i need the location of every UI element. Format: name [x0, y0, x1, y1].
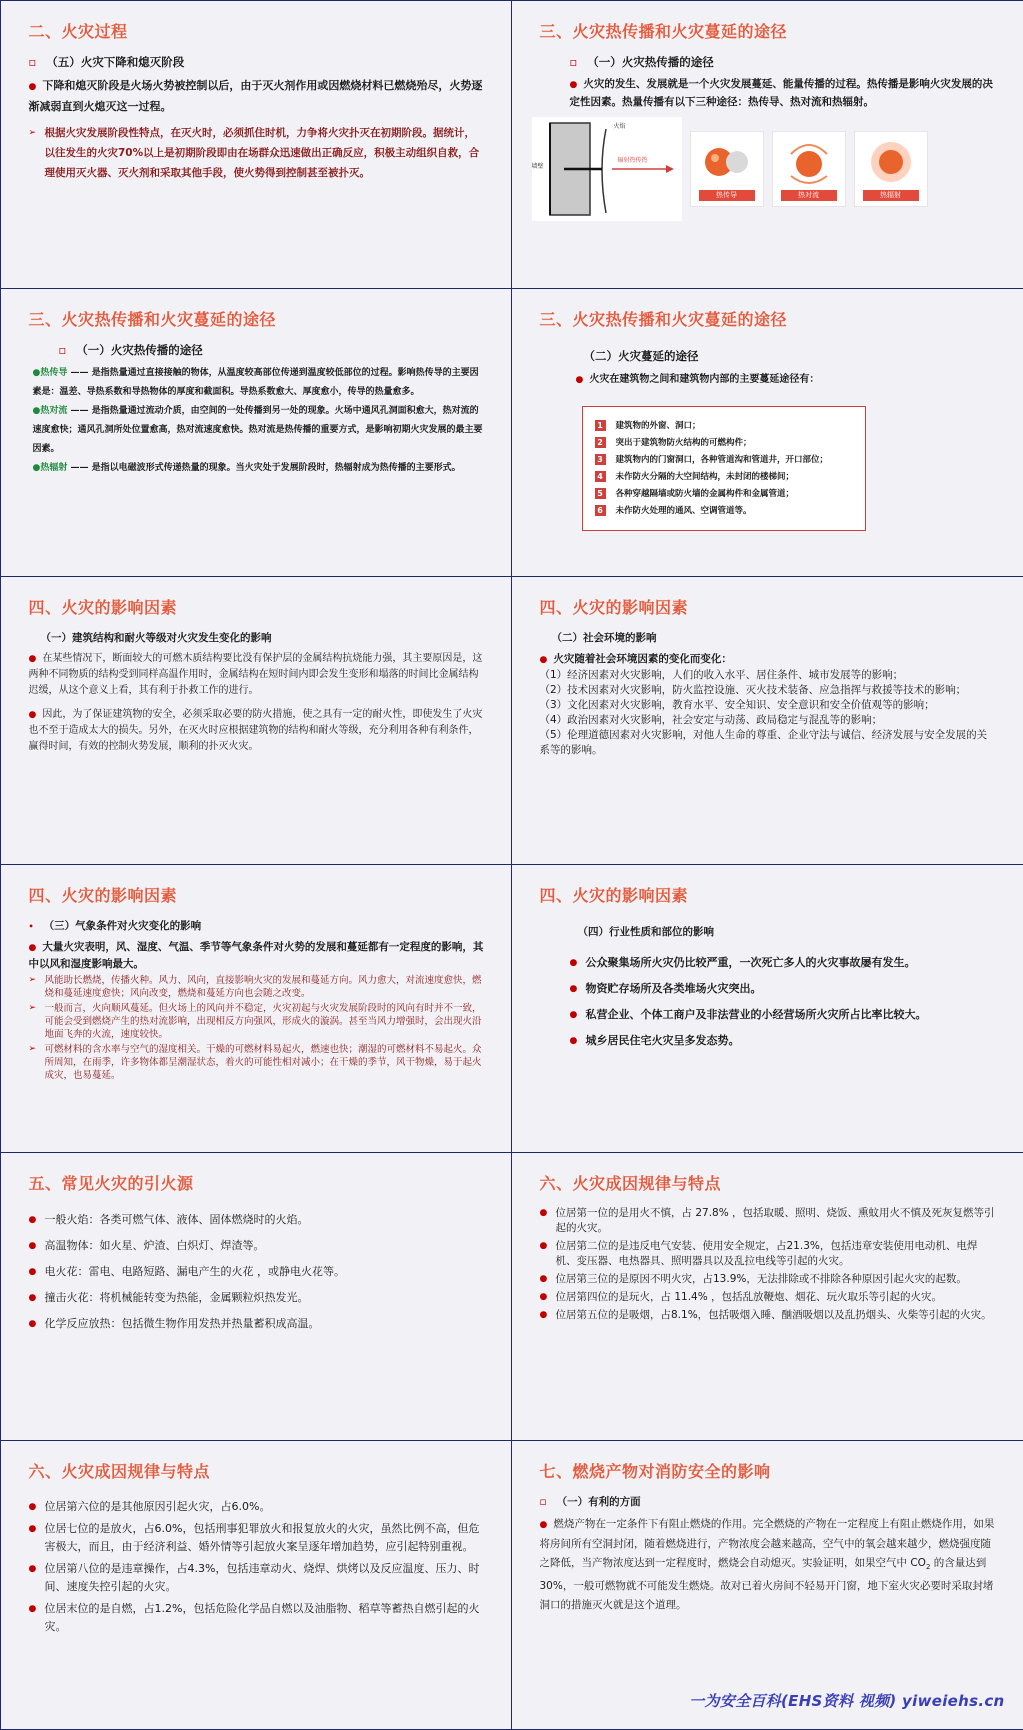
factor-line: （2）技术因素对火灾影响，防火监控设施、灭火技术装备、应急指挥与救援等技术的影响；: [540, 683, 997, 698]
weather-item: ➢ 一般而言，火向顺风蔓延。但火场上的风向并不稳定，火灾初起与火灾发展阶段时的风向有时并不一致，可能会受到燃烧产生的热对流影响，出现相反方向强风，形成火的漩涡。甚至当风力增强时，会出现火沿地面飞奔的火流，速度较快。: [29, 1002, 485, 1041]
subtitle-text: （五）火灾下降和熄灭阶段: [46, 55, 184, 69]
slide-title: 三、火灾热传播和火灾蔓延的途径: [540, 307, 997, 330]
slide-4: [511, 288, 1023, 577]
conduction-icon: [691, 132, 763, 192]
spread-path-row: [595, 488, 853, 500]
square-bullet-icon: ▫: [570, 55, 578, 69]
slide-title: 四、火灾的影响因素: [29, 883, 485, 906]
watermark: 一为安全百科(EHS资料 视频) yiweiehs.cn: [689, 1690, 1004, 1711]
row-number: 1: [595, 420, 606, 431]
slide-subtitle: （二）社会环境的影响: [540, 630, 997, 645]
list-item: ● 公众聚集场所火灾仍比较严重，一次死亡多人的火灾事故屡有发生。: [570, 955, 997, 971]
definition: —— 是指热量通过直接接触的物体，从温度较高部位传递到温度较低部位的过程。影响热传导的主要因素是：温差、导热系数和导热物体的厚度和截面积。导热系数愈大、厚度愈小，传导的热量愈多。: [33, 368, 479, 397]
list-item: ● 撞击火花：将机械能转变为热能，金属颗粒炽热发光。: [29, 1290, 485, 1306]
wall-label: 墙壁: [532, 161, 544, 170]
subtitle-text: （一）有利的方面: [557, 1496, 641, 1508]
slide-subtitle: [29, 918, 485, 933]
definition: —— 是指热量通过流动介质，由空间的一处传播到另一处的现象。火场中通风孔洞面积愈大，热对流的速度愈快；通风孔洞所处位置愈高，热对流速度愈快。热对流是热传播的重要方式，是影响初期火灾发展的最主要因素。: [33, 406, 483, 454]
list-item: ● 电火花：雷电、电路短路、漏电产生的火花 ，或静电火花等。: [29, 1264, 485, 1280]
cause-list: [540, 1206, 997, 1323]
list-item: ● 物资贮存场所及各类堆场火灾突出。: [570, 981, 997, 997]
slide-subtitle: （四）行业性质和部位的影响: [540, 924, 997, 939]
convection-arc: [791, 176, 827, 183]
row-text: 未作防火分隔的大空间结构，未封闭的楼梯间；: [616, 471, 795, 483]
flame-label: 火焰: [614, 121, 626, 130]
card-label: 热传导: [699, 190, 755, 201]
slide-subtitle: （二）火灾蔓延的途径: [540, 348, 997, 364]
slide-10: [511, 1152, 1023, 1441]
radiation-card: [854, 131, 928, 207]
bullet-icon: •: [29, 922, 34, 931]
spread-path-row: [595, 420, 853, 432]
paragraph-text: 下降和熄灭阶段是火场火势被控制以后，由于灭火剂作用或因燃烧材料已燃烧殆尽，火势逐渐减弱直到火熄灭这一过程。: [29, 79, 483, 113]
slide-title: 四、火灾的影响因素: [540, 883, 997, 906]
slide-2: [511, 0, 1023, 289]
slide-title: 五、常见火灾的引火源: [29, 1171, 485, 1194]
definition: —— 是指以电磁波形式传递热量的现象。当火灾处于发展阶段时，热辐射成为热传播的主要形式。: [67, 463, 460, 473]
term: 热辐射: [40, 463, 67, 473]
row-text: 建筑物的外窗、洞口；: [616, 420, 701, 432]
lead-text: [540, 651, 997, 668]
paragraph: [29, 651, 485, 699]
flame-front: [602, 129, 606, 213]
paragraph-text: 火灾的发生、发展就是一个火灾发展蔓延、能量传播的过程。热传播是影响火灾发展的决定性因素。热量传播有以下三种途径：热传导、热对流和热辐射。: [570, 78, 993, 108]
slide-5: [0, 576, 512, 865]
paragraph: [540, 76, 997, 111]
spread-path-row: [595, 471, 853, 483]
slide-title: 二、火灾过程: [29, 19, 485, 42]
list-item: ● 化学反应放热：包括微生物作用发热并热量蓄积成高温。: [29, 1316, 485, 1332]
list-item: ● 位居七位的是放火，占6.0%，包括刑事犯罪放火和报复放火的火灾，虽然比例不高，但危害极大，而且，由于经济利益、婚外情等引起放火案呈逐年增加趋势，应引起特别重视。: [29, 1520, 485, 1556]
slide-title: 六、火灾成因规律与特点: [540, 1171, 997, 1194]
slide-9: [0, 1152, 512, 1441]
slide-title: 四、火灾的影响因素: [29, 595, 485, 618]
ball-cool: [726, 151, 748, 173]
conduction-card: [690, 131, 764, 207]
paragraph: [540, 1515, 997, 1615]
weather-items: [29, 974, 485, 1082]
list-item: ● 城乡居民住宅火灾呈多发态势。: [570, 1033, 997, 1049]
spread-paths-box: [582, 406, 866, 531]
list-item: ● 位居第八位的是违章操作，占4.3%，包括违章动火、烧焊、烘烤以及反应温度、压力、时间、速度失控引起的火灾。: [29, 1560, 485, 1596]
slide-1: [0, 0, 512, 289]
paragraph-text: 在某些情况下，断面较大的可燃木质结构要比没有保护层的金属结构抗烧能力强，其主要原因是，这两种不同物质的结构受到同样高温作用时，金属结构在短时间内即会发生变形和塌落的时间比金属结构迟缓，从这个意义上看，其有利于扑救工作的进行。: [29, 653, 483, 696]
slide-title: 三、火灾热传播和火灾蔓延的途径: [29, 307, 485, 330]
paragraph-text: 火灾在建筑物之间和建筑物内部的主要蔓延途径有：: [589, 374, 819, 385]
row-text: 未作防火处理的通风、空调管道等。: [616, 505, 752, 517]
lead-span: 火灾随着社会环境因素的变化而变化：: [553, 653, 732, 665]
slide-7: [0, 864, 512, 1153]
list-item: ● 位居第四位的是玩火，占 11.4% ，包括乱放鞭炮、烟花、玩火取乐等引起的火灾。: [540, 1290, 997, 1305]
subtitle-text: （一）火灾热传播的途径: [587, 55, 714, 69]
spread-path-row: [595, 437, 853, 449]
row-number: 3: [595, 454, 606, 465]
list-item: ● 位居第三位的是原因不明火灾，占13.9%，无法排除或不排除各种原因引起火灾的起数。: [540, 1272, 997, 1287]
subtitle-text: （三）气象条件对火灾变化的影响: [44, 920, 202, 932]
heat-modes: [29, 364, 485, 478]
slide-subtitle: [540, 54, 997, 70]
list-item: ● 位居第六位的是其他原因引起火灾，占6.0%。: [29, 1498, 485, 1516]
weather-item: ➢ 可燃材料的含水率与空气的湿度相关。干燥的可燃材料易起火，燃速也快；潮湿的可燃材料不易起火。众所周知，在雨季，许多物体都呈潮湿状态，着火的可能性相对减小；在干燥的季节，风干物燥，易于起火成灾，也易蔓延。: [29, 1043, 485, 1082]
slide-3: [0, 288, 512, 577]
paragraph-text: 因此，为了保证建筑物的安全，必须采取必要的防火措施，使之具有一定的耐火性，即使发生了火灾也不至于造成太大的损失。另外，在灭火时应根据建筑物的结构和耐火等级，充分利用各种有利条件，赢得时间，有效的控制火势发展，顺利的扑灭火灾。: [29, 709, 483, 752]
factor-line: （3）文化因素对火灾影响，教育水平、安全知识、安全意识和安全价值观等的影响；: [540, 698, 997, 713]
radiation-label: 辐射热传热: [618, 155, 648, 164]
convection-card: [772, 131, 846, 207]
radiation-item: [33, 459, 485, 478]
square-bullet-icon: ▫: [540, 1496, 547, 1508]
row-text: 各种穿越隔墙或防火墙的金属构件和金属管道；: [616, 488, 795, 500]
square-bullet-icon: ▫: [59, 343, 67, 357]
slide-subtitle: （一）建筑结构和耐火等级对火灾发生变化的影响: [29, 630, 485, 645]
list-item: ● 位居第五位的是吸烟，占8.1%，包括吸烟入睡、酗酒吸烟以及乱扔烟头、火柴等引起的火灾。: [540, 1308, 997, 1323]
slide-subtitle: [540, 1494, 997, 1509]
slide-title: 四、火灾的影响因素: [540, 595, 997, 618]
convection-item: [33, 402, 485, 459]
factor-line: （1）经济因素对火灾影响，人们的收入水平、居住条件、城市发展等的影响；: [540, 668, 997, 683]
weather-item: ➢ 风能助长燃烧，传播火种。风力、风向，直接影响火灾的发展和蔓延方向。风力愈大，对流速度愈快，燃烧和蔓延速度愈快；风向改变，燃烧和蔓延方向也会随之改变。: [29, 974, 485, 1000]
subtitle-text: （一）火灾热传播的途径: [76, 343, 203, 357]
ignition-source-list: [29, 1212, 485, 1332]
paragraph: [29, 707, 485, 755]
bullet-icon: ●: [33, 406, 41, 416]
cause-list: [29, 1498, 485, 1636]
slide-title: 七、燃烧产物对消防安全的影响: [540, 1459, 997, 1482]
slide-subtitle: [29, 54, 485, 70]
square-bullet-icon: ▫: [29, 55, 37, 69]
spread-path-row: [595, 454, 853, 466]
list-item: ● 高温物体：如火星、炉渣、白炽灯、焊渣等。: [29, 1238, 485, 1254]
factor-line: （5）伦理道德因素对火灾影响，对他人生命的尊重、企业守法与诚信、经济发展与安全发展的关系等的影响。: [540, 728, 997, 758]
row-number: 5: [595, 488, 606, 499]
bullet-icon: ●: [33, 463, 41, 473]
slide-subtitle: [29, 342, 485, 358]
card-label: 热辐射: [863, 190, 919, 201]
term: 热传导: [40, 368, 67, 378]
slide-title: 三、火灾热传播和火灾蔓延的途径: [540, 19, 997, 42]
slide-title: 六、火灾成因规律与特点: [29, 1459, 485, 1482]
factor-line: （4）政治因素对火灾影响，社会安定与动荡、政局稳定与混乱等的影响；: [540, 713, 997, 728]
heat-transfer-figure: [532, 117, 997, 221]
bullet-icon: ●: [33, 368, 41, 378]
slide-11: [0, 1440, 512, 1730]
list-item: ● 位居末位的是自燃，占1.2%，包括危险化学品自燃以及油脂物、稻草等蓄热自燃引起的火灾。: [29, 1600, 485, 1636]
industry-list: [540, 955, 997, 1049]
slide-12: [511, 1440, 1023, 1730]
row-number: 6: [595, 505, 606, 516]
term: 热对流: [40, 406, 67, 416]
radiation-diagram: [532, 117, 682, 221]
paragraph: [29, 76, 485, 117]
factor-list: [540, 668, 997, 758]
paragraph-text: 的含量达到 30%，一般可燃物就不可能发生燃烧。故对已着火房间不轻易开门窗，地下室火灾必要时采取封堵洞口的措施灭火就是这个道理。: [540, 1557, 994, 1611]
list-item: ● 私营企业、个体工商户及非法营业的小经营场所火灾所占比率比较大。: [570, 1007, 997, 1023]
paragraph: [29, 123, 485, 183]
paragraph-text: 大量火灾表明，风、湿度、气温、季节等气象条件对火势的发展和蔓延都有一定程度的影响，其中以风和湿度影响最大。: [29, 941, 484, 970]
radiation-icon: [855, 132, 927, 192]
lead-paragraph: [29, 939, 485, 972]
row-text: 建筑物内的门窗洞口，各种管道沟和管道井，开口部位；: [616, 454, 829, 466]
slide-8: [511, 864, 1023, 1153]
paragraph: [540, 370, 997, 390]
card-label: 热对流: [781, 190, 837, 201]
paragraph-text: 根据火灾发展阶段性特点，在灭火时，必须抓住时机，力争将火灾扑灭在初期阶段。据统计，以往发生的火灾70%以上是初期阶段即由在场群众迅速做出正确反应，积极主动组织自救，合理使用灭火器、灭火剂和采取其他手段，使火势得到控制甚至被扑灭。: [45, 127, 480, 179]
subscript: 2: [926, 1563, 930, 1571]
ball-hot: [796, 151, 822, 177]
list-item: ● 位居第二位的是违反电气安装、使用安全规定，占21.3%，包括违章安装使用电动机、电焊机、变压器、电热器具、照明器具以及乱拉电线等引起的火灾。: [540, 1239, 997, 1269]
paragraph-text: 燃烧产物在一定条件下有阻止燃烧的作用。完全燃烧的产物在一定程度上有阻止燃烧作用，如果将房间所有空洞封闭，随着燃烧进行，产物浓度会越来越高，空气中的氧会越来越少，燃烧强度随之降低，当产物浓度达到一定程度时，燃烧会自动熄灭。实验证明，如果空气中 CO: [540, 1518, 995, 1569]
list-item: ● 位居第一位的是用火不慎，占 27.8% ，包括取暖、照明、烧饭、熏蚊用火不慎及死灰复燃等引起的火灾。: [540, 1206, 997, 1236]
conduction-item: [33, 364, 485, 402]
slide-6: [511, 576, 1023, 865]
highlight: [711, 154, 719, 162]
row-text: 突出于建筑物防火结构的可燃构件；: [616, 437, 752, 449]
convection-icon: [773, 132, 845, 192]
row-number: 2: [595, 437, 606, 448]
spread-path-row: [595, 505, 853, 517]
ball-hot: [879, 150, 903, 174]
radiation-diagram-svg: [532, 117, 682, 221]
list-item: ● 一般火焰：各类可燃气体、液体、固体燃烧时的火焰。: [29, 1212, 485, 1228]
row-number: 4: [595, 471, 606, 482]
radiation-arrowhead: [666, 165, 674, 173]
